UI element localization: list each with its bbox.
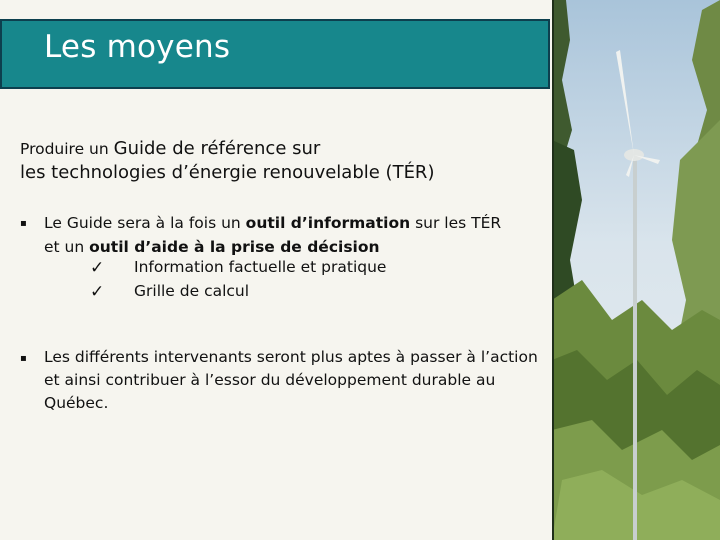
bullet-1-part3: et un <box>44 238 90 256</box>
bullet-2 <box>20 346 540 415</box>
wind-turbine-photo <box>552 0 720 540</box>
check-item-2 <box>90 282 249 302</box>
bullet-2-text: Les différents intervenants seront plus aptes à passer à l’action et ainsi contribuer à l’essor du développement durable au Québec. <box>44 348 538 412</box>
bullet-1-text <box>44 211 540 259</box>
slide-title: Les moyens <box>44 29 231 65</box>
bullet-square-icon: ▪ <box>20 353 27 364</box>
check-item-1-text: Information factuelle et pratique <box>134 258 387 276</box>
intro-line-2: les technologies d’énergie renouvelable (TÉR) <box>20 162 435 183</box>
wind-turbine-image <box>552 0 720 540</box>
bullet-square-icon: ▪ <box>20 218 27 229</box>
intro-emphasis: Guide de référence sur <box>113 138 321 159</box>
bullet-1-bold1: outil d’information <box>245 214 411 232</box>
bullet-1-part2: sur les TÉR <box>410 214 502 232</box>
check-item-1 <box>90 258 386 278</box>
intro-line-1 <box>20 137 540 161</box>
check-item-2-text: Grille de calcul <box>134 282 250 300</box>
checkmark-icon: ✓ <box>90 258 105 278</box>
bullet-1-part1: Le Guide sera à la fois un <box>44 214 246 232</box>
intro-text <box>20 137 540 185</box>
bullet-1-bold2: outil d’aide à la prise de décision <box>89 238 380 256</box>
bullet-1 <box>20 211 540 259</box>
title-bar <box>0 19 550 89</box>
checkmark-icon: ✓ <box>90 282 105 302</box>
intro-prefix: Produire un <box>20 140 114 158</box>
